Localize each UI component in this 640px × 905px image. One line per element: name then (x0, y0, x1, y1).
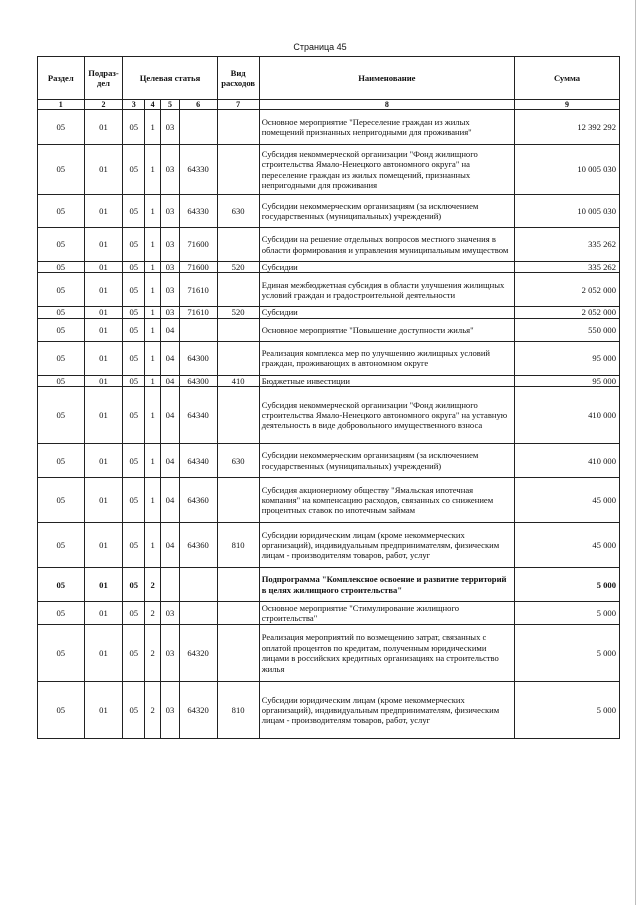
sum-cell: 10 005 030 (515, 195, 620, 228)
podrazdel-cell: 01 (84, 195, 123, 228)
program-cell: 05 (123, 375, 145, 386)
razdel-cell: 05 (38, 568, 85, 602)
subprogram-cell: 1 (145, 145, 161, 195)
subprogram-cell: 2 (145, 602, 161, 625)
podrazdel-cell: 01 (84, 262, 123, 273)
vid-cell (217, 110, 259, 145)
razdel-cell: 05 (38, 387, 85, 444)
table-row (38, 523, 620, 568)
table-row (38, 110, 620, 145)
name-cell: Единая межбюджетная субсидия в области улучшения жилищных условий граждан и градостроительной деятельности (259, 273, 514, 307)
sum-cell: 95 000 (515, 375, 620, 386)
podrazdel-cell: 01 (84, 523, 123, 568)
event-cell: 04 (161, 478, 179, 523)
razdel-cell: 05 (38, 318, 85, 341)
podrazdel-cell: 01 (84, 375, 123, 386)
event-cell (161, 568, 179, 602)
vid-cell: 630 (217, 195, 259, 228)
sum-cell: 10 005 030 (515, 145, 620, 195)
program-cell: 05 (123, 262, 145, 273)
page-number-label: Страница 45 (293, 42, 347, 52)
event-cell: 03 (161, 262, 179, 273)
direction-cell: 64360 (179, 478, 217, 523)
vid-cell (217, 568, 259, 602)
vid-cell: 520 (217, 307, 259, 318)
col-number: 2 (84, 100, 123, 110)
name-cell: Субсидия акционерному обществу "Ямальская ипотечная компания" на компенсацию расходов, связанных со снижением процентных ставок по ипотечным займам (259, 478, 514, 523)
subprogram-cell: 1 (145, 444, 161, 478)
podrazdel-cell: 01 (84, 318, 123, 341)
event-cell: 03 (161, 602, 179, 625)
event-cell: 03 (161, 625, 179, 682)
table-row (38, 625, 620, 682)
event-cell: 03 (161, 307, 179, 318)
sum-cell: 2 052 000 (515, 307, 620, 318)
vid-cell (217, 478, 259, 523)
col-number: 8 (259, 100, 514, 110)
subprogram-cell: 1 (145, 110, 161, 145)
subprogram-cell: 1 (145, 318, 161, 341)
sum-cell: 45 000 (515, 478, 620, 523)
sum-cell: 5 000 (515, 568, 620, 602)
vid-cell: 810 (217, 682, 259, 739)
subprogram-cell: 1 (145, 228, 161, 262)
program-cell: 05 (123, 568, 145, 602)
event-cell: 04 (161, 375, 179, 386)
program-cell: 05 (123, 110, 145, 145)
program-cell: 05 (123, 145, 145, 195)
subprogram-cell: 1 (145, 523, 161, 568)
name-cell: Субсидии юридическим лицам (кроме некоммерческих организаций), индивидуальным предпринимателям, физическим лицам - производителям товаров, работ, услуг (259, 523, 514, 568)
razdel-cell: 05 (38, 478, 85, 523)
vid-cell: 410 (217, 375, 259, 386)
name-cell: Подпрограмма "Комплексное освоение и развитие территорий в целях жилищного строительства" (259, 568, 514, 602)
razdel-cell: 05 (38, 682, 85, 739)
column-numbers-row (38, 100, 620, 110)
table-row (38, 145, 620, 195)
name-cell: Основное мероприятие "Повышение доступности жилья" (259, 318, 514, 341)
razdel-cell: 05 (38, 341, 85, 375)
vid-cell (217, 341, 259, 375)
sum-cell: 45 000 (515, 523, 620, 568)
subprogram-cell: 1 (145, 195, 161, 228)
event-cell: 04 (161, 444, 179, 478)
podrazdel-cell: 01 (84, 307, 123, 318)
subprogram-cell: 1 (145, 478, 161, 523)
name-cell: Субсидии юридическим лицам (кроме некоммерческих организаций), индивидуальным предпринимателям, физическим лицам - производителям товаров, работ, услуг (259, 682, 514, 739)
direction-cell: 64340 (179, 387, 217, 444)
vid-cell (217, 387, 259, 444)
table-row (38, 195, 620, 228)
direction-cell (179, 318, 217, 341)
name-cell: Субсидии на решение отдельных вопросов местного значения в области формирования и управления муниципальным имуществом (259, 228, 514, 262)
name-cell: Основное мероприятие "Стимулирование жилищного строительства" (259, 602, 514, 625)
scan-edge-line (635, 0, 636, 905)
vid-cell (217, 228, 259, 262)
direction-cell (179, 568, 217, 602)
event-cell: 04 (161, 523, 179, 568)
table-row (38, 478, 620, 523)
name-cell: Бюджетные инвестиции (259, 375, 514, 386)
podrazdel-cell: 01 (84, 602, 123, 625)
podrazdel-cell: 01 (84, 387, 123, 444)
sum-cell: 335 262 (515, 262, 620, 273)
header-vid-raskhodov: Вид расходов (217, 57, 259, 100)
razdel-cell: 05 (38, 145, 85, 195)
podrazdel-cell: 01 (84, 568, 123, 602)
direction-cell: 71600 (179, 262, 217, 273)
col-number: 3 (123, 100, 145, 110)
razdel-cell: 05 (38, 523, 85, 568)
direction-cell: 71600 (179, 228, 217, 262)
sum-cell: 335 262 (515, 228, 620, 262)
col-number: 4 (145, 100, 161, 110)
col-number: 7 (217, 100, 259, 110)
vid-cell (217, 602, 259, 625)
razdel-cell: 05 (38, 375, 85, 386)
event-cell: 03 (161, 110, 179, 145)
table-row (38, 568, 620, 602)
subprogram-cell: 1 (145, 307, 161, 318)
table-row (38, 262, 620, 273)
budget-table (37, 56, 620, 739)
razdel-cell: 05 (38, 625, 85, 682)
table-body (38, 110, 620, 739)
vid-cell: 630 (217, 444, 259, 478)
event-cell: 04 (161, 387, 179, 444)
razdel-cell: 05 (38, 602, 85, 625)
razdel-cell: 05 (38, 228, 85, 262)
direction-cell: 64320 (179, 625, 217, 682)
razdel-cell: 05 (38, 195, 85, 228)
col-number: 1 (38, 100, 85, 110)
table-row (38, 375, 620, 386)
event-cell: 03 (161, 145, 179, 195)
program-cell: 05 (123, 195, 145, 228)
vid-cell: 520 (217, 262, 259, 273)
subprogram-cell: 1 (145, 341, 161, 375)
podrazdel-cell: 01 (84, 478, 123, 523)
name-cell: Основное мероприятие "Переселение граждан из жилых помещений признанных непригодными для проживания" (259, 110, 514, 145)
program-cell: 05 (123, 318, 145, 341)
program-cell: 05 (123, 228, 145, 262)
subprogram-cell: 2 (145, 568, 161, 602)
col-number: 9 (515, 100, 620, 110)
program-cell: 05 (123, 387, 145, 444)
program-cell: 05 (123, 307, 145, 318)
sum-cell: 5 000 (515, 682, 620, 739)
sum-cell: 12 392 292 (515, 110, 620, 145)
subprogram-cell: 1 (145, 273, 161, 307)
event-cell: 04 (161, 318, 179, 341)
name-cell: Субсидии некоммерческим организациям (за исключением государственных (муниципальных) учреждений) (259, 444, 514, 478)
header-summa: Сумма (515, 57, 620, 100)
sum-cell: 5 000 (515, 602, 620, 625)
sum-cell: 95 000 (515, 341, 620, 375)
event-cell: 03 (161, 273, 179, 307)
program-cell: 05 (123, 625, 145, 682)
razdel-cell: 05 (38, 444, 85, 478)
podrazdel-cell: 01 (84, 110, 123, 145)
program-cell: 05 (123, 682, 145, 739)
event-cell: 04 (161, 341, 179, 375)
header-naimenovanie: Наименование (259, 57, 514, 100)
direction-cell: 64330 (179, 145, 217, 195)
direction-cell: 64320 (179, 682, 217, 739)
podrazdel-cell: 01 (84, 444, 123, 478)
sum-cell: 410 000 (515, 387, 620, 444)
col-number: 6 (179, 100, 217, 110)
podrazdel-cell: 01 (84, 228, 123, 262)
direction-cell: 71610 (179, 307, 217, 318)
vid-cell (217, 145, 259, 195)
program-cell: 05 (123, 523, 145, 568)
table-row (38, 273, 620, 307)
podrazdel-cell: 01 (84, 341, 123, 375)
vid-cell (217, 625, 259, 682)
header-razdel: Раздел (38, 57, 85, 100)
program-cell: 05 (123, 273, 145, 307)
vid-cell: 810 (217, 523, 259, 568)
direction-cell: 64300 (179, 375, 217, 386)
table-row (38, 228, 620, 262)
table-row (38, 341, 620, 375)
sum-cell: 2 052 000 (515, 273, 620, 307)
sum-cell: 550 000 (515, 318, 620, 341)
subprogram-cell: 1 (145, 262, 161, 273)
sum-cell: 5 000 (515, 625, 620, 682)
col-number: 5 (161, 100, 179, 110)
event-cell: 03 (161, 682, 179, 739)
razdel-cell: 05 (38, 110, 85, 145)
table-row (38, 602, 620, 625)
podrazdel-cell: 01 (84, 145, 123, 195)
name-cell: Реализация мероприятий по возмещению затрат, связанных с оплатой процентов по кредитам, полученным юридическими лицами в российских кредитных организациях на строительство жилья (259, 625, 514, 682)
subprogram-cell: 1 (145, 387, 161, 444)
header-podrazdel: Подраз-дел (84, 57, 123, 100)
name-cell: Субсидия некоммерческой организации "Фонд жилищного строительства Ямало-Ненецкого автономного округа" на уставную деятельность в виде добровольного имущественного взноса (259, 387, 514, 444)
header-celevaya-statya: Целевая статья (123, 57, 217, 100)
table-row (38, 682, 620, 739)
event-cell: 03 (161, 228, 179, 262)
program-cell: 05 (123, 602, 145, 625)
sum-cell: 410 000 (515, 444, 620, 478)
table-row (38, 387, 620, 444)
subprogram-cell: 2 (145, 625, 161, 682)
direction-cell: 64340 (179, 444, 217, 478)
razdel-cell: 05 (38, 262, 85, 273)
podrazdel-cell: 01 (84, 273, 123, 307)
table-header (38, 57, 620, 110)
program-cell: 05 (123, 478, 145, 523)
vid-cell (217, 318, 259, 341)
subprogram-cell: 2 (145, 682, 161, 739)
name-cell: Реализация комплекса мер по улучшению жилищных условий граждан, проживающих в автономном округе (259, 341, 514, 375)
table-row (38, 307, 620, 318)
podrazdel-cell: 01 (84, 625, 123, 682)
subprogram-cell: 1 (145, 375, 161, 386)
podrazdel-cell: 01 (84, 682, 123, 739)
name-cell: Субсидии (259, 262, 514, 273)
vid-cell (217, 273, 259, 307)
direction-cell: 64300 (179, 341, 217, 375)
direction-cell: 71610 (179, 273, 217, 307)
direction-cell (179, 602, 217, 625)
direction-cell: 64330 (179, 195, 217, 228)
program-cell: 05 (123, 341, 145, 375)
program-cell: 05 (123, 444, 145, 478)
razdel-cell: 05 (38, 307, 85, 318)
name-cell: Субсидия некоммерческой организации "Фонд жилищного строительства Ямало-Ненецкого автономного округа" на переселение граждан из жилых помещений, признанных непригодными для проживания (259, 145, 514, 195)
razdel-cell: 05 (38, 273, 85, 307)
direction-cell: 64360 (179, 523, 217, 568)
event-cell: 03 (161, 195, 179, 228)
name-cell: Субсидии некоммерческим организациям (за исключением государственных (муниципальных) учреждений) (259, 195, 514, 228)
name-cell: Субсидии (259, 307, 514, 318)
direction-cell (179, 110, 217, 145)
table-row (38, 318, 620, 341)
table-row (38, 444, 620, 478)
